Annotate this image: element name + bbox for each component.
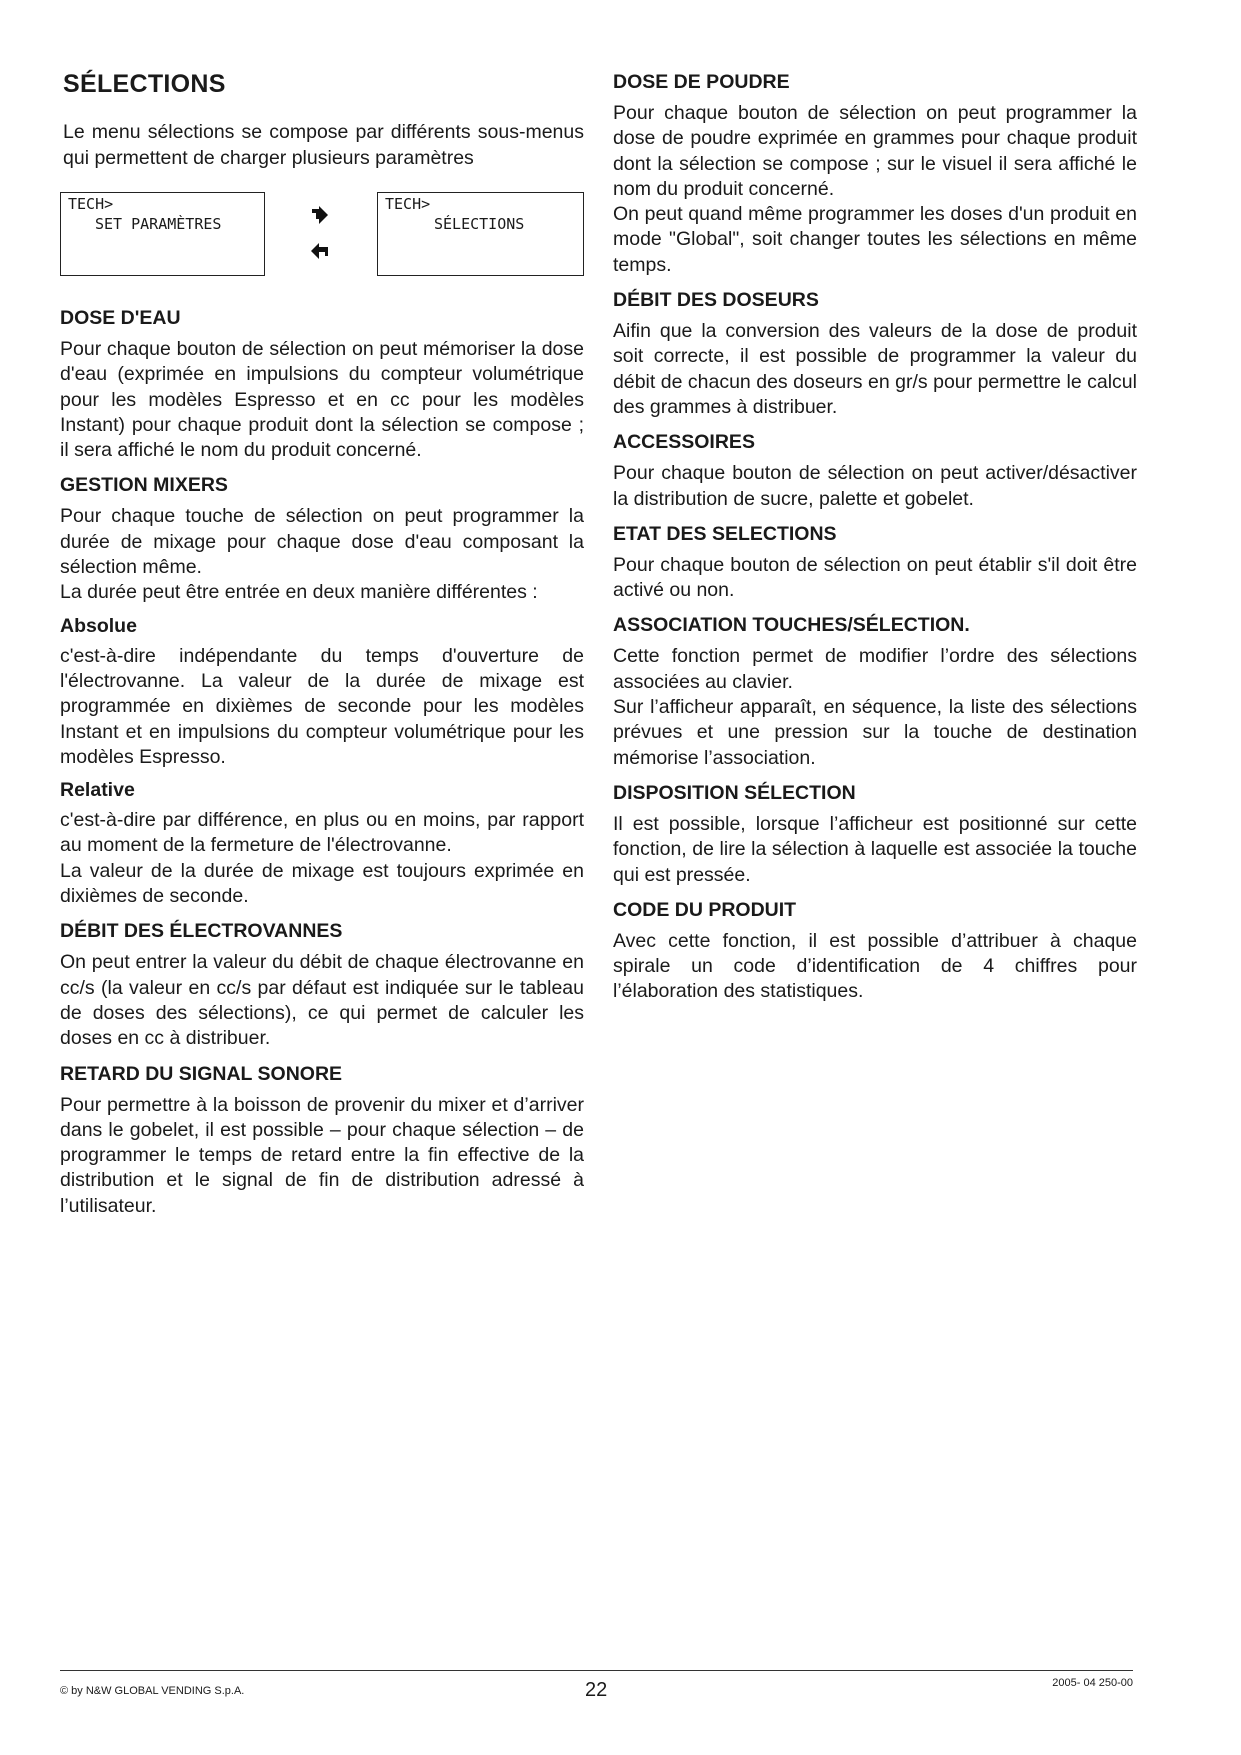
page-title: SÉLECTIONS [63, 70, 226, 98]
section-heading: ETAT DES SELECTIONS [613, 522, 837, 545]
section-heading: GESTION MIXERS [60, 474, 228, 497]
section-heading: RETARD DU SIGNAL SONORE [60, 1062, 343, 1085]
page-number: 22 [585, 1679, 608, 1701]
section-text: Pour chaque bouton de sélection on peut activer/désactiver la distribution de sucre, palette et gobelet. [613, 462, 1137, 510]
section-text: Pour chaque touche de sélection on peut programmer la durée de mixage pour chaque dose d'eau composant la sélection même. [60, 505, 584, 579]
section-heading: ACCESSOIRES [613, 431, 755, 454]
section-text: Aifin que la conversion des valeurs de la dose de produit soit correcte, il est possible de programmer la valeur du débit de chacun des doseurs en gr/s pour permettre le calcul des grammes à distribuer. [613, 320, 1137, 418]
display-line-1: TECH> [385, 195, 431, 213]
page-footer [60, 1670, 1133, 1701]
section-text: Il est possible, lorsque l’afficheur est positionné sur cette fonction, de lire la sélection à laquelle est associée la touche qui est pressée. [613, 812, 1137, 886]
section-heading: DISPOSITION SÉLECTION [613, 781, 856, 804]
section-dose-eau [60, 306, 584, 463]
section-heading: DOSE D'EAU [60, 307, 181, 329]
section-heading: DÉBIT DES DOSEURS [613, 289, 819, 312]
section-text: On peut quand même programmer les doses d'un produit en mode "Global", soit changer toutes les sélections en même temps. [613, 203, 1137, 276]
section-text: Pour chaque bouton de sélection on peut programmer la dose de poudre exprimée en grammes pour chaque produit dont la sélection se compose ; sur le visuel il sera affiché le nom du produit concerné. [613, 102, 1137, 200]
section-text: La durée peut être entrée en deux manière différentes : [60, 581, 538, 604]
section-text: Pour chaque bouton de sélection on peut établir s'il doit être activé ou non. [613, 553, 1137, 602]
section-text: c'est-à-dire par différence, en plus ou en moins, par rapport au moment de la fermeture de l'électrovanne. [60, 809, 584, 857]
section-heading: DÉBIT DES ÉLECTROVANNES [60, 920, 343, 943]
right-column [613, 60, 1137, 1015]
left-column [60, 60, 584, 1229]
section-text: La valeur de la durée de mixage est toujours exprimée en dixièmes de seconde. [60, 859, 584, 908]
section-text: Sur l’afficheur apparaît, en séquence, la liste des sélections prévues et une pression sur la touche de destination mémorise l’association. [613, 696, 1137, 769]
section-heading: CODE DU PRODUIT [613, 898, 797, 921]
section-disposition [613, 781, 1137, 888]
section-dose-poudre [613, 70, 1137, 278]
section-heading: DOSE DE POUDRE [613, 71, 790, 93]
section-code-produit [613, 898, 1137, 1005]
section-text: Pour permettre à la boisson de provenir du mixer et d’arriver dans le gobelet, il est possible – pour chaque sélection – de programmer le temps de retard entre la fin effective de la distribution et le signal de fin de distribution adressé à l’utilisateur. [60, 1093, 584, 1217]
section-text: c'est-à-dire indépendante du temps d'ouverture de l'électrovanne. La valeur de la durée de mixage est programmée en dixièmes de seconde pour les modèles Instant et en impulsions du compteur volumétrique pour les modèles Espresso. [60, 644, 584, 768]
document-code: 2005- 04 250-00 [1052, 1677, 1133, 1689]
display-line-2: SÉLECTIONS [434, 215, 525, 233]
section-association [613, 613, 1137, 770]
section-accessoires [613, 430, 1137, 512]
section-debit-electrovannes [60, 919, 584, 1051]
section-etat-selections [613, 522, 1137, 604]
display-line-2: SET PARAMÈTRES [95, 215, 222, 233]
section-text: Pour chaque bouton de sélection on peut mémoriser la dose d'eau (exprimée en impulsions du compteur volumétrique pour les modèles Espresso et en cc pour les modèles Instant) pour chaque produit dont la sélection se compose ; il sera affiché le nom du produit concerné. [60, 338, 584, 462]
arrow-forward-icon [310, 206, 330, 226]
menu-navigation-diagram [60, 192, 584, 278]
subheading-relative: Relative [60, 779, 135, 802]
subheading-absolue: Absolue [60, 614, 137, 637]
section-debit-doseurs [613, 288, 1137, 420]
intro-text: Le menu sélections se compose par différents sous-menus qui permettent de charger plusieurs paramètres [63, 121, 584, 169]
section-heading: ASSOCIATION TOUCHES/SÉLECTION. [613, 614, 970, 637]
display-selections [377, 192, 584, 276]
arrow-back-icon [310, 242, 330, 262]
section-gestion-mixers [60, 473, 584, 909]
section-text: On peut entrer la valeur du débit de chaque électrovanne en cc/s (la valeur en cc/s par défaut est indiquée sur le tableau de doses des sélections), ce qui permet de calculer les doses en cc à distribuer. [60, 951, 584, 1050]
section-text: Avec cette fonction, il est possible d’attribuer à chaque spirale un code d’identification de 4 chiffres pour l’élaboration des statistiques. [613, 929, 1137, 1003]
display-set-parametres [60, 192, 265, 276]
section-retard-signal [60, 1062, 584, 1219]
display-line-1: TECH> [68, 195, 114, 213]
section-text: Cette fonction permet de modifier l’ordre des sélections associées au clavier. [613, 645, 1137, 693]
copyright: © by N&W GLOBAL VENDING S.p.A. [60, 1685, 245, 1697]
